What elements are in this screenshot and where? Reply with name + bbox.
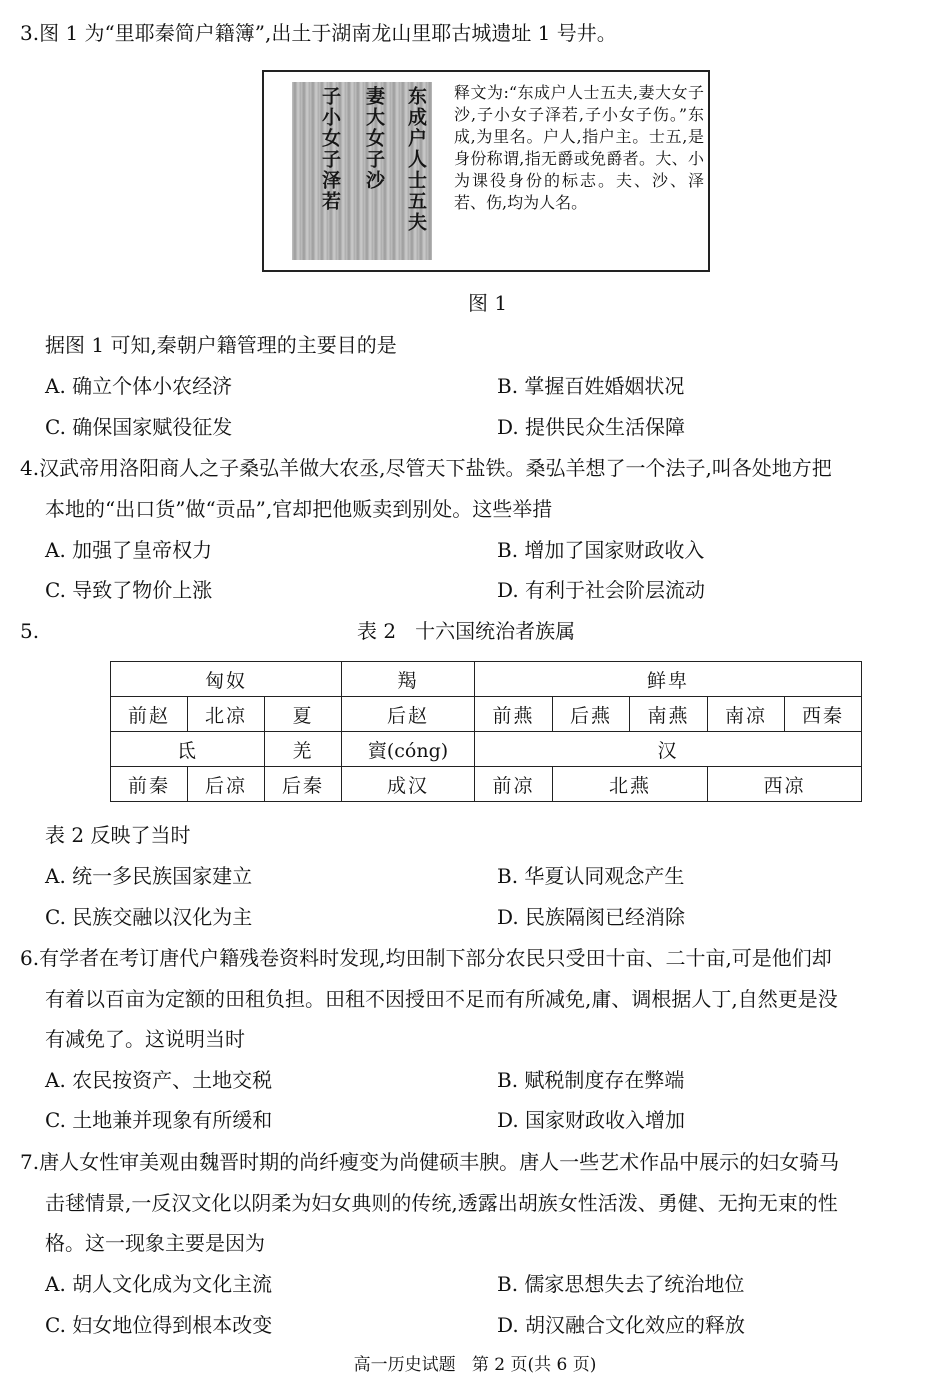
table-cell: 成汉	[342, 767, 475, 802]
table-cell: 羌	[265, 732, 342, 767]
table-cell: 羯	[342, 662, 475, 697]
q4-option-d[interactable]: D. 有利于社会阶层流动	[497, 578, 706, 602]
slip-column: 东成户人士五夫	[405, 86, 427, 233]
bamboo-slip-image	[292, 82, 432, 260]
table-cell: 后赵	[342, 697, 475, 732]
table-cell: 后燕	[553, 697, 630, 732]
table-cell: 西秦	[785, 697, 862, 732]
q4-option-c[interactable]: C. 导致了物价上涨	[45, 578, 213, 602]
q7-stem-line1: 7.唐人女性审美观由魏晋时期的尚纤瘦变为尚健硕丰腴。唐人一些艺术作品中展示的妇女骑马	[20, 1150, 840, 1174]
slip-column: 子小女子泽若	[319, 86, 341, 212]
q4-option-b[interactable]: B. 增加了国家财政收入	[497, 538, 705, 562]
table-cell: 賨(cóng)	[342, 732, 475, 767]
table-cell: 后凉	[188, 767, 265, 802]
table-row	[111, 767, 862, 802]
table-row	[111, 662, 862, 697]
table-cell: 鲜卑	[475, 662, 862, 697]
figure-label: 图 1	[468, 291, 508, 315]
q3-question: 据图 1 可知,秦朝户籍管理的主要目的是	[45, 333, 397, 357]
slip-column: 妻大女子沙	[363, 86, 385, 191]
q6-stem-line3: 有减免了。这说明当时	[45, 1027, 245, 1051]
q5-option-b[interactable]: B. 华夏认同观念产生	[497, 864, 685, 888]
figure-1	[262, 70, 710, 272]
table-row	[111, 732, 862, 767]
q6-option-a[interactable]: A. 农民按资产、土地交税	[45, 1068, 273, 1092]
q3-option-d[interactable]: D. 提供民众生活保障	[497, 415, 686, 439]
q7-option-a[interactable]: A. 胡人文化成为文化主流	[45, 1272, 273, 1296]
q3-option-a[interactable]: A. 确立个体小农经济	[45, 374, 233, 398]
table-cell: 后秦	[265, 767, 342, 802]
q6-option-b[interactable]: B. 赋税制度存在弊端	[497, 1068, 685, 1092]
table-cell: 北燕	[553, 767, 708, 802]
q3-stem: 3.图 1 为“里耶秦简户籍簿”,出土于湖南龙山里耶古城遗址 1 号井。	[20, 21, 617, 45]
table-2-title: 表 2 十六国统治者族属	[357, 619, 576, 643]
table-row	[111, 697, 862, 732]
figure-transcription: 释文为:“东成户人士五夫,妻大女子沙,子小女子泽若,子小女子伤。”东成,为里名。户人,指户主。士五,是身份称谓,指无爵或免爵者。大、小为课役身份的标志。夫、沙、泽若、伤,均为人名。	[454, 83, 704, 212]
q4-stem-line2: 本地的“出口货”做“贡品”,官却把他贩卖到别处。这些举措	[45, 497, 553, 521]
q6-option-c[interactable]: C. 土地兼并现象有所缓和	[45, 1108, 273, 1132]
q3-option-c[interactable]: C. 确保国家赋役征发	[45, 415, 233, 439]
q7-stem-line2: 击毬情景,一反汉文化以阴柔为妇女典则的传统,透露出胡族女性活泼、勇健、无拘无束的性	[45, 1191, 838, 1215]
table-cell: 匈奴	[111, 662, 342, 697]
q7-stem-line3: 格。这一现象主要是因为	[45, 1231, 265, 1255]
table-cell: 北凉	[188, 697, 265, 732]
q7-option-b[interactable]: B. 儒家思想失去了统治地位	[497, 1272, 745, 1296]
page-footer: 高一历史试题 第 2 页(共 6 页)	[353, 1355, 597, 1375]
q5-question: 表 2 反映了当时	[45, 823, 191, 847]
q6-option-d[interactable]: D. 国家财政收入增加	[497, 1108, 686, 1132]
q6-stem-line1: 6.有学者在考订唐代户籍残卷资料时发现,均田制下部分农民只受田十亩、二十亩,可是他们却	[20, 946, 832, 970]
q7-option-d[interactable]: D. 胡汉融合文化效应的释放	[497, 1313, 746, 1337]
q7-option-c[interactable]: C. 妇女地位得到根本改变	[45, 1313, 273, 1337]
table-cell: 前凉	[475, 767, 553, 802]
q4-stem-line1: 4.汉武帝用洛阳商人之子桑弘羊做大农丞,尽管天下盐铁。桑弘羊想了一个法子,叫各处地方把	[20, 456, 832, 480]
table-cell: 南凉	[708, 697, 785, 732]
q4-option-a[interactable]: A. 加强了皇帝权力	[45, 538, 213, 562]
q3-option-b[interactable]: B. 掌握百姓婚姻状况	[497, 374, 685, 398]
table-cell: 前秦	[111, 767, 188, 802]
table-2	[110, 661, 862, 802]
table-cell: 前燕	[475, 697, 553, 732]
table-cell: 汉	[475, 732, 862, 767]
q5-number: 5.	[20, 619, 40, 643]
table-cell: 夏	[265, 697, 342, 732]
q6-stem-line2: 有着以百亩为定额的田租负担。田租不因授田不足而有所减免,庸、调根据人丁,自然更是没	[45, 987, 838, 1011]
table-cell: 氐	[111, 732, 265, 767]
q5-option-c[interactable]: C. 民族交融以汉化为主	[45, 905, 253, 929]
q5-option-a[interactable]: A. 统一多民族国家建立	[45, 864, 253, 888]
q5-option-d[interactable]: D. 民族隔阂已经消除	[497, 905, 686, 929]
table-cell: 西凉	[708, 767, 862, 802]
table-cell: 南燕	[630, 697, 708, 732]
table-cell: 前赵	[111, 697, 188, 732]
